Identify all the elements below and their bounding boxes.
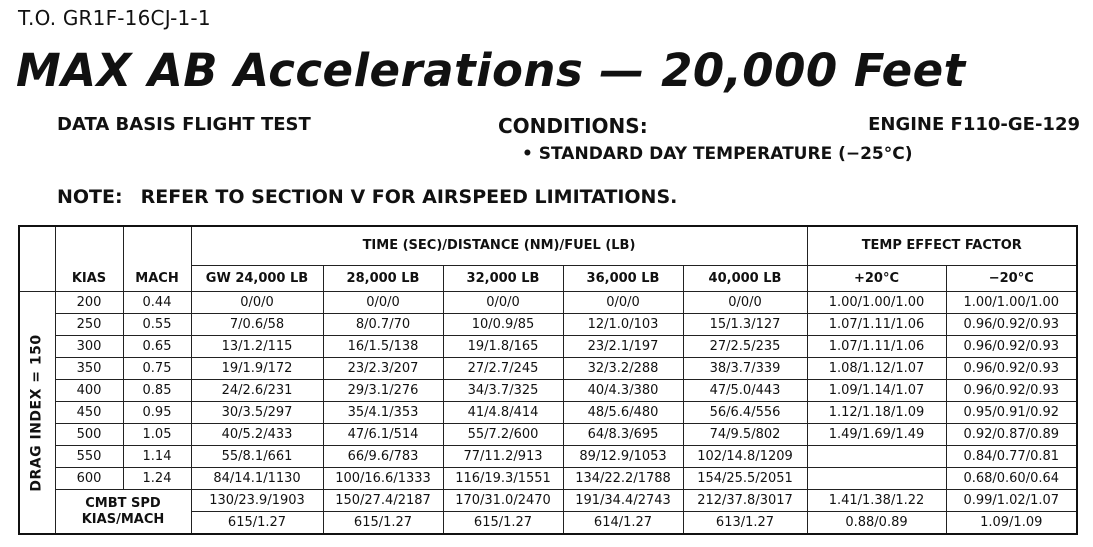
cell-plus20: 1.49/1.69/1.49 [807, 424, 946, 446]
cell-gw32: 0/0/0 [443, 292, 563, 314]
cell-gw36: 32/3.2/288 [563, 358, 683, 380]
table-row [19, 292, 1077, 314]
cell-gw24: 30/3.5/297 [191, 402, 323, 424]
cell-gw32: 34/3.7/325 [443, 380, 563, 402]
cell-gw32: 10/0.9/85 [443, 314, 563, 336]
cell-gw40: 47/5.0/443 [683, 380, 807, 402]
cell-mach: 1.14 [123, 446, 191, 468]
cell-gw24: 7/0.6/58 [191, 314, 323, 336]
cell-mach: 1.05 [123, 424, 191, 446]
cell-gw32: 27/2.7/245 [443, 358, 563, 380]
cell-gw28: 615/1.27 [323, 512, 443, 535]
note-label: NOTE: [57, 186, 123, 208]
data-basis: DATA BASIS FLIGHT TEST [57, 114, 311, 135]
cell-gw24: 84/14.1/1130 [191, 468, 323, 490]
col-header-kias: KIAS [55, 226, 123, 292]
group-header-temp: TEMP EFFECT FACTOR [807, 226, 1077, 266]
cell-gw24: 13/1.2/115 [191, 336, 323, 358]
cell-gw32: 615/1.27 [443, 512, 563, 535]
cell-gw32: 19/1.8/165 [443, 336, 563, 358]
cell-gw28: 0/0/0 [323, 292, 443, 314]
cell-mach: 0.75 [123, 358, 191, 380]
col-header-minus20: −20°C [946, 266, 1077, 292]
cell-plus20: 1.07/1.11/1.06 [807, 314, 946, 336]
table-row [19, 358, 1077, 380]
table-row-cmbt-tdf [19, 490, 1077, 512]
cell-gw28: 66/9.6/783 [323, 446, 443, 468]
note-text: REFER TO SECTION V FOR AIRSPEED LIMITATIONS. [140, 186, 678, 208]
cell-minus20: 0.96/0.92/0.93 [946, 358, 1077, 380]
cell-minus20: 1.00/1.00/1.00 [946, 292, 1077, 314]
cell-plus20: 0.88/0.89 [807, 512, 946, 535]
cell-mach: 0.44 [123, 292, 191, 314]
cell-gw28: 150/27.4/2187 [323, 490, 443, 512]
page-title: MAX AB Accelerations — 20,000 Feet [16, 44, 966, 97]
cell-gw40: 154/25.5/2051 [683, 468, 807, 490]
cell-minus20: 0.96/0.92/0.93 [946, 314, 1077, 336]
cell-mach: 1.24 [123, 468, 191, 490]
table-row [19, 336, 1077, 358]
cell-gw36: 0/0/0 [563, 292, 683, 314]
cell-kias: 400 [55, 380, 123, 402]
cell-gw32: 41/4.8/414 [443, 402, 563, 424]
cell-minus20: 0.84/0.77/0.81 [946, 446, 1077, 468]
corner-cell [19, 226, 55, 292]
cell-minus20: 0.96/0.92/0.93 [946, 336, 1077, 358]
col-header-gw36: 36,000 LB [563, 266, 683, 292]
col-header-gw24: GW 24,000 LB [191, 266, 323, 292]
cell-minus20: 0.68/0.60/0.64 [946, 468, 1077, 490]
group-header-time: TIME (SEC)/DISTANCE (NM)/FUEL (LB) [191, 226, 807, 266]
cell-gw40: 38/3.7/339 [683, 358, 807, 380]
cell-gw24: 19/1.9/172 [191, 358, 323, 380]
cell-gw32: 116/19.3/1551 [443, 468, 563, 490]
cell-gw24: 0/0/0 [191, 292, 323, 314]
engine-label: ENGINE F110-GE-129 [868, 114, 1080, 135]
cell-gw36: 89/12.9/1053 [563, 446, 683, 468]
cell-gw40: 0/0/0 [683, 292, 807, 314]
condition-item: • STANDARD DAY TEMPERATURE (−25°C) [522, 144, 913, 164]
cell-kias: 300 [55, 336, 123, 358]
cell-gw28: 47/6.1/514 [323, 424, 443, 446]
cell-gw24: 615/1.27 [191, 512, 323, 535]
cell-gw24: 130/23.9/1903 [191, 490, 323, 512]
cell-gw36: 40/4.3/380 [563, 380, 683, 402]
cell-minus20: 0.99/1.02/1.07 [946, 490, 1077, 512]
cell-plus20: 1.12/1.18/1.09 [807, 402, 946, 424]
drag-index-cell [19, 292, 55, 535]
cell-gw24: 40/5.2/433 [191, 424, 323, 446]
cell-gw36: 134/22.2/1788 [563, 468, 683, 490]
table-row [19, 380, 1077, 402]
cell-kias: 200 [55, 292, 123, 314]
note [57, 186, 677, 208]
cell-gw32: 170/31.0/2470 [443, 490, 563, 512]
drag-index-label: DRAG INDEX = 150 [28, 333, 45, 492]
cell-gw36: 23/2.1/197 [563, 336, 683, 358]
table-row [19, 468, 1077, 490]
cell-minus20: 0.95/0.91/0.92 [946, 402, 1077, 424]
cell-minus20: 1.09/1.09 [946, 512, 1077, 535]
cell-gw40: 56/6.4/556 [683, 402, 807, 424]
cell-plus20: 1.07/1.11/1.06 [807, 336, 946, 358]
cell-gw28: 8/0.7/70 [323, 314, 443, 336]
cell-plus20: 1.00/1.00/1.00 [807, 292, 946, 314]
cell-gw28: 100/16.6/1333 [323, 468, 443, 490]
cell-gw40: 74/9.5/802 [683, 424, 807, 446]
cell-gw28: 29/3.1/276 [323, 380, 443, 402]
table-row [19, 314, 1077, 336]
col-header-gw40: 40,000 LB [683, 266, 807, 292]
cell-gw40: 102/14.8/1209 [683, 446, 807, 468]
cell-plus20: 1.41/1.38/1.22 [807, 490, 946, 512]
cell-kias: 600 [55, 468, 123, 490]
col-header-gw28: 28,000 LB [323, 266, 443, 292]
cell-mach: 0.85 [123, 380, 191, 402]
cell-gw36: 48/5.6/480 [563, 402, 683, 424]
cell-gw40: 15/1.3/127 [683, 314, 807, 336]
cell-gw24: 24/2.6/231 [191, 380, 323, 402]
cell-gw28: 23/2.3/207 [323, 358, 443, 380]
cell-gw28: 16/1.5/138 [323, 336, 443, 358]
cell-gw40: 613/1.27 [683, 512, 807, 535]
acceleration-table [18, 225, 1078, 535]
cell-gw40: 27/2.5/235 [683, 336, 807, 358]
cell-plus20: 1.08/1.12/1.07 [807, 358, 946, 380]
cell-gw24: 55/8.1/661 [191, 446, 323, 468]
col-header-gw32: 32,000 LB [443, 266, 563, 292]
cell-minus20: 0.96/0.92/0.93 [946, 380, 1077, 402]
cell-gw36: 12/1.0/103 [563, 314, 683, 336]
cell-plus20 [807, 446, 946, 468]
cell-mach: 0.65 [123, 336, 191, 358]
cell-gw36: 191/34.4/2743 [563, 490, 683, 512]
cell-gw32: 77/11.2/913 [443, 446, 563, 468]
cmbt-spd-label: CMBT SPD KIAS/MACH [55, 490, 191, 535]
cell-kias: 450 [55, 402, 123, 424]
cell-kias: 350 [55, 358, 123, 380]
table-row [19, 402, 1077, 424]
cell-plus20 [807, 468, 946, 490]
document-number: T.O. GR1F-16CJ-1-1 [18, 6, 211, 30]
cell-kias: 500 [55, 424, 123, 446]
cell-gw32: 55/7.2/600 [443, 424, 563, 446]
col-header-mach: MACH [123, 226, 191, 292]
cell-mach: 0.95 [123, 402, 191, 424]
col-header-plus20: +20°C [807, 266, 946, 292]
cell-mach: 0.55 [123, 314, 191, 336]
cell-minus20: 0.92/0.87/0.89 [946, 424, 1077, 446]
cell-gw36: 64/8.3/695 [563, 424, 683, 446]
table-row [19, 424, 1077, 446]
cell-gw40: 212/37.8/3017 [683, 490, 807, 512]
cell-kias: 550 [55, 446, 123, 468]
cell-plus20: 1.09/1.14/1.07 [807, 380, 946, 402]
table-row [19, 446, 1077, 468]
cell-gw36: 614/1.27 [563, 512, 683, 535]
cell-gw28: 35/4.1/353 [323, 402, 443, 424]
cell-kias: 250 [55, 314, 123, 336]
conditions-label: CONDITIONS: [498, 114, 648, 138]
